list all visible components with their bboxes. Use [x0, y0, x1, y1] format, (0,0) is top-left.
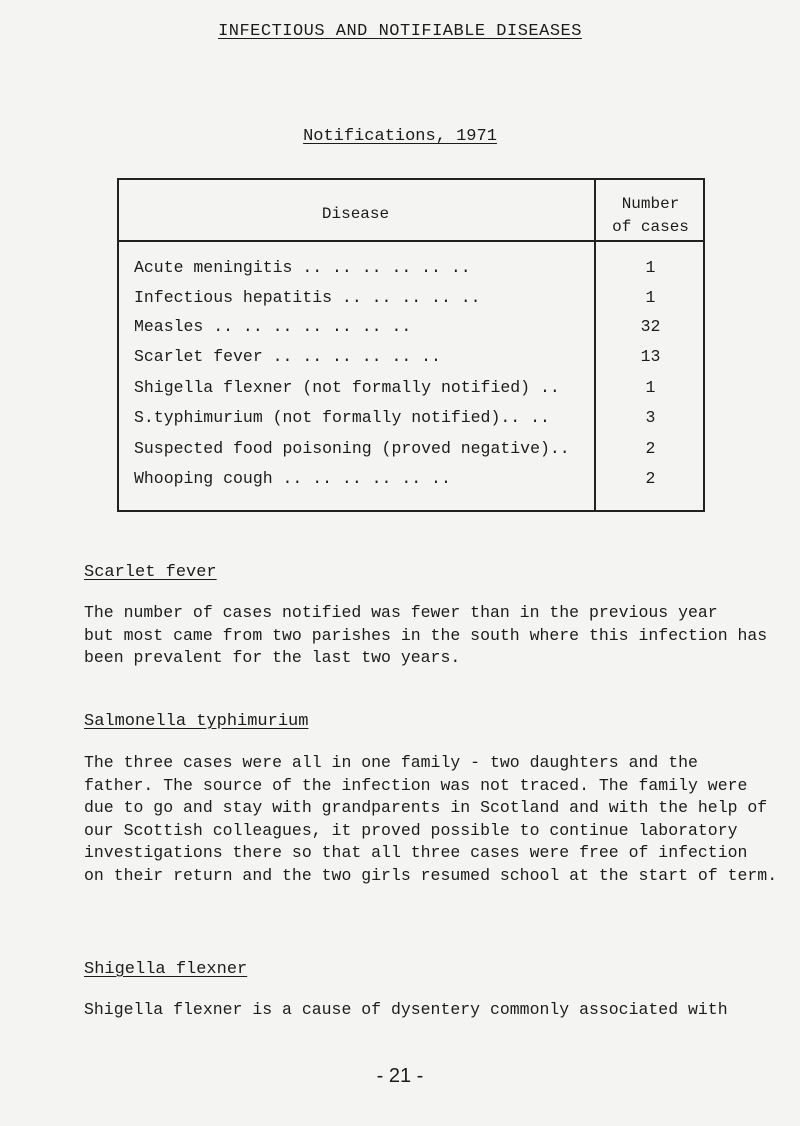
table-row-count: 32	[640, 317, 661, 336]
table-row-count: 2	[645, 469, 656, 488]
table-row-count: 13	[640, 347, 661, 366]
table-row-disease: Suspected food poisoning (proved negative)..	[134, 439, 570, 458]
section-text-scarlet-fever: The number of cases notified was fewer than in the previous year but most came from two parishes in the south where this infection has been prevalent for the last two years.	[84, 603, 768, 667]
section-heading-scarlet-fever: Scarlet fever	[84, 563, 217, 582]
page-number: - 21 -	[376, 1065, 424, 1087]
table-row-disease: Shigella flexner (not formally notified) ..	[134, 378, 560, 397]
table-row-disease: S.typhimurium (not formally notified).. ..	[134, 408, 550, 427]
header-rule	[117, 240, 705, 242]
table-title: Notifications, 1971	[303, 127, 497, 146]
section-text-shigella: Shigella flexner is a cause of dysentery commonly associated with	[84, 1000, 728, 1019]
table-row-disease: Whooping cough .. .. .. .. .. ..	[134, 469, 451, 488]
table-row-count: 3	[645, 408, 656, 427]
section-heading-salmonella: Salmonella typhimurium	[84, 712, 309, 731]
page-title: INFECTIOUS AND NOTIFIABLE DISEASES	[218, 22, 582, 41]
section-heading-shigella: Shigella flexner	[84, 960, 248, 979]
table-row-disease: Measles .. .. .. .. .. .. ..	[134, 317, 412, 336]
column-header-disease: Disease	[321, 205, 390, 223]
table-row-disease: Acute meningitis .. .. .. .. .. ..	[134, 258, 471, 277]
table-row-count: 1	[645, 378, 656, 397]
table-row-disease: Infectious hepatitis .. .. .. .. ..	[134, 288, 481, 307]
column-header-number-of-cases: Number of cases	[612, 195, 689, 236]
table-row-count: 1	[645, 258, 656, 277]
table-row-count: 2	[645, 439, 656, 458]
table-row-disease: Scarlet fever .. .. .. .. .. ..	[134, 347, 441, 366]
table-row-count: 1	[645, 288, 656, 307]
section-text-salmonella: The three cases were all in one family - two daughters and the father. The source of the infection was not traced. The family were due to go and stay with grandparents in Scotland and with the help of our Scottish colleagues, it proved possible to continue laboratory investigations there so that all three cases were free of infection on their return and the two girls resumed school at the start of term.	[84, 753, 778, 885]
